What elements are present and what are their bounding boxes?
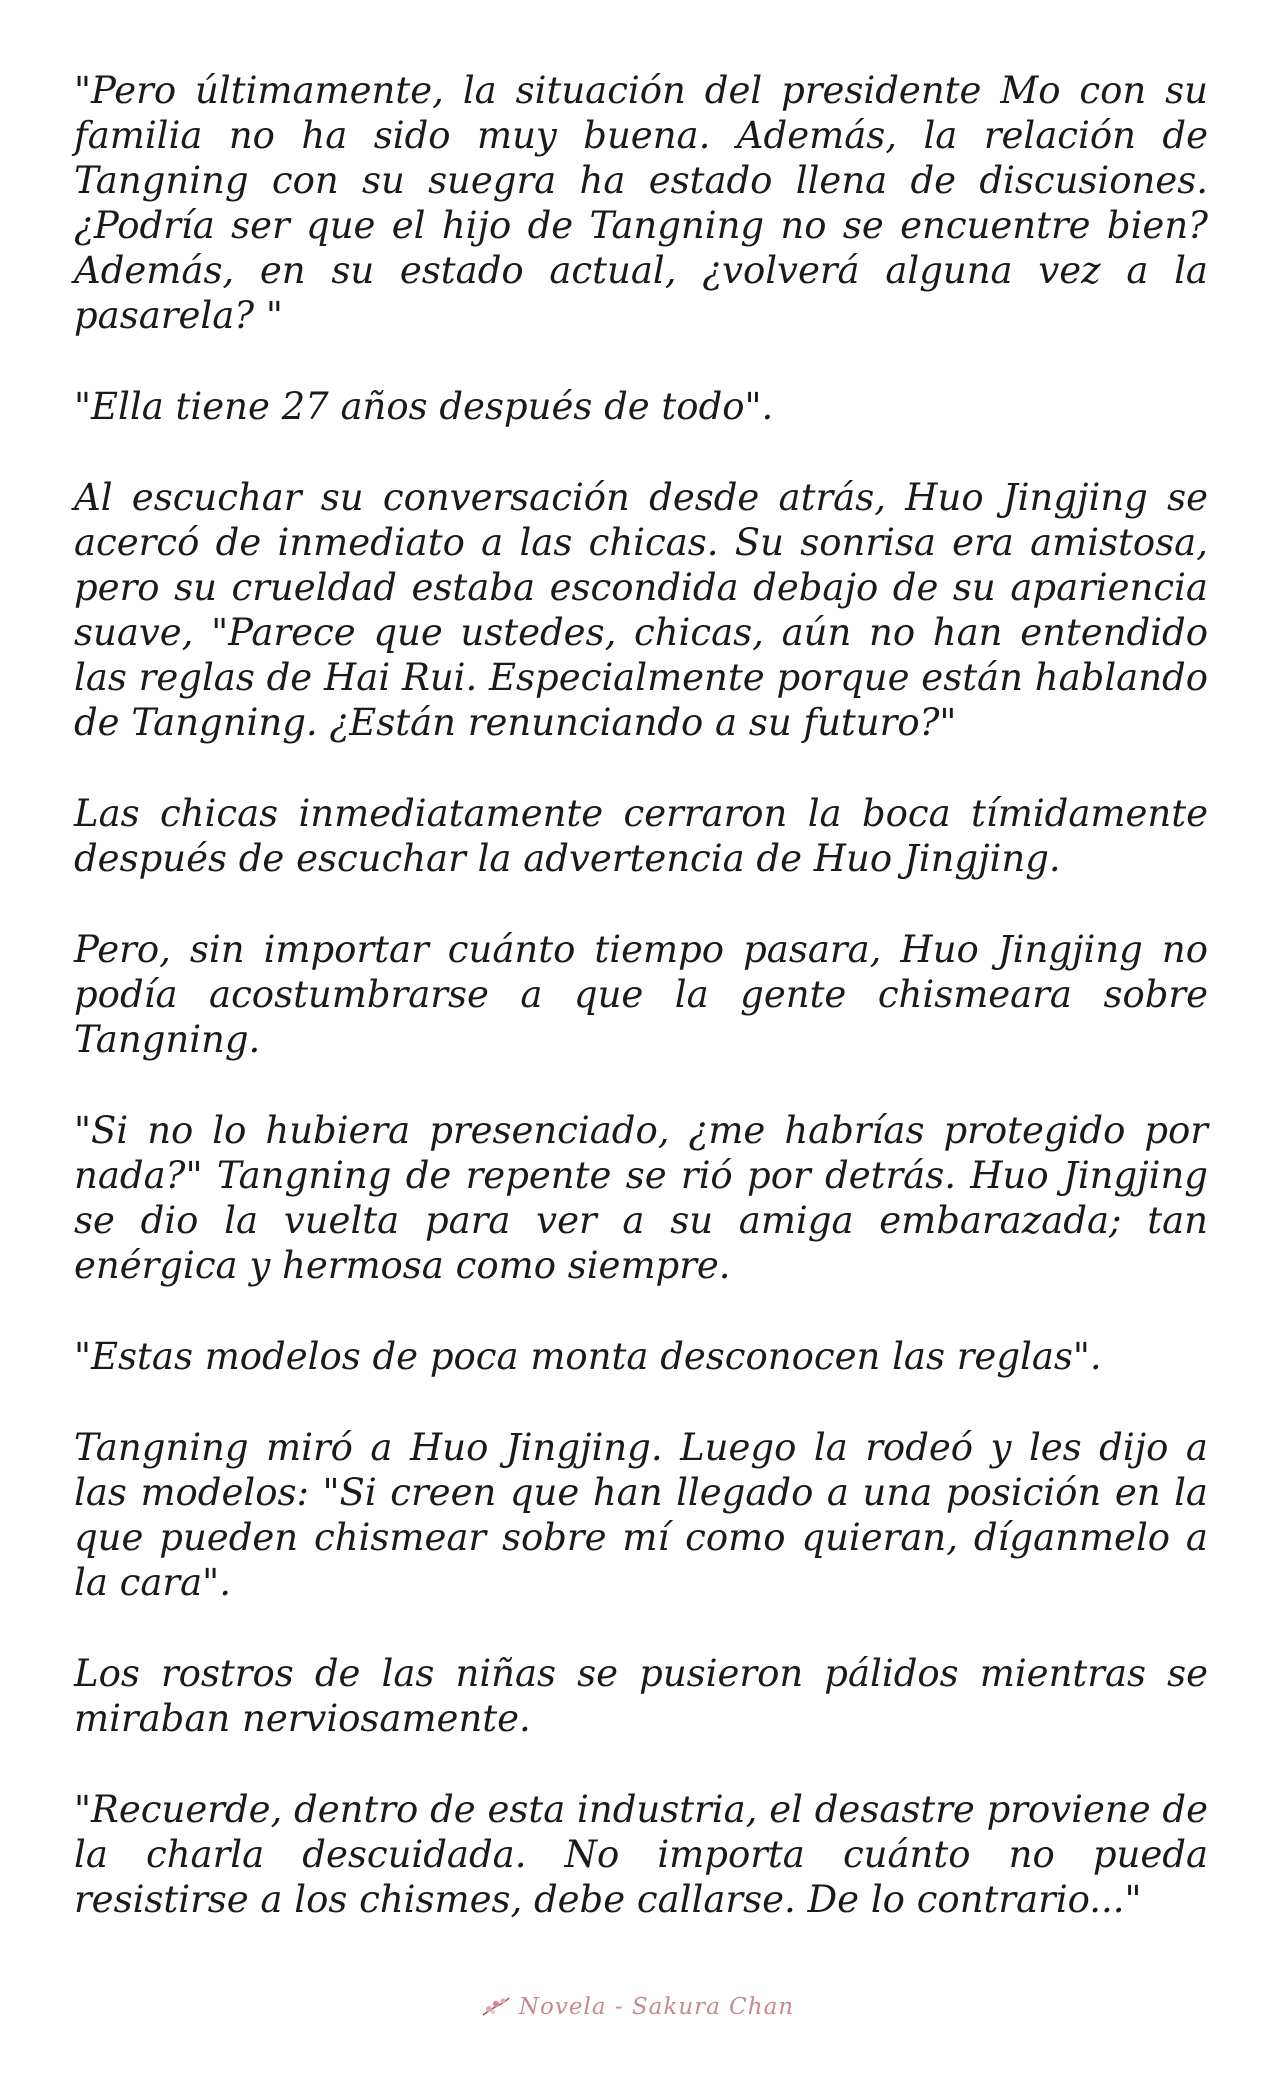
document-body (74, 68, 1208, 1968)
watermark (0, 1994, 1275, 2021)
paragraph-8: Tangning miró a Huo Jingjing. Luego la rodeó y les dijo a las modelos: "Si creen que han llegado a una posición en la que pueden chismear sobre mí como quieran, díganmelo a la cara". (74, 1426, 1208, 1604)
paragraph-9: Los rostros de las niñas se pusieron pálidos mientras se miraban nerviosamente. (74, 1652, 1208, 1740)
watermark-text: Novela - Sakura Chan (518, 1994, 795, 2020)
paragraph-5: Pero, sin importar cuánto tiempo pasara, Huo Jingjing no podía acostumbrarse a que la gente chismeara sobre Tangning. (74, 928, 1208, 1061)
paragraph-10: "Recuerde, dentro de esta industria, el desastre proviene de la charla descuidada. No importa cuánto no pueda resistirse a los chismes, debe callarse. De lo contrario..." (74, 1788, 1208, 1921)
cherry-blossom-icon (481, 1995, 511, 2021)
paragraph-4: Las chicas inmediatamente cerraron la boca tímidamente después de escuchar la advertencia de Huo Jingjing. (74, 792, 1208, 880)
paragraph-3: Al escuchar su conversación desde atrás, Huo Jingjing se acercó de inmediato a las chicas. Su sonrisa era amistosa, pero su crueldad estaba escondida debajo de su apariencia suave, "Parece que ustedes, chicas, aún no han entendido las reglas de Hai Rui. Especialmente porque están hablando de Tangning. ¿Están renunciando a su futuro?" (74, 476, 1208, 744)
paragraph-2: "Ella tiene 27 años después de todo". (74, 385, 774, 428)
paragraph-1: "Pero últimamente, la situación del presidente Mo con su familia no ha sido muy buena. Además, la relación de Tangning con su suegra ha estado llena de discusiones. ¿Podría ser que el hijo de Tangning no se encuentre bien? Además, en su estado actual, ¿volverá alguna vez a la pasarela? " (74, 69, 1208, 337)
paragraph-6: "Si no lo hubiera presenciado, ¿me habrías protegido por nada?" Tangning de repente se rió por detrás. Huo Jingjing se dio la vuelta para ver a su amiga embarazada; tan enérgica y hermosa como siempre. (74, 1109, 1208, 1287)
paragraph-7: "Estas modelos de poca monta desconocen las reglas". (74, 1335, 1102, 1378)
